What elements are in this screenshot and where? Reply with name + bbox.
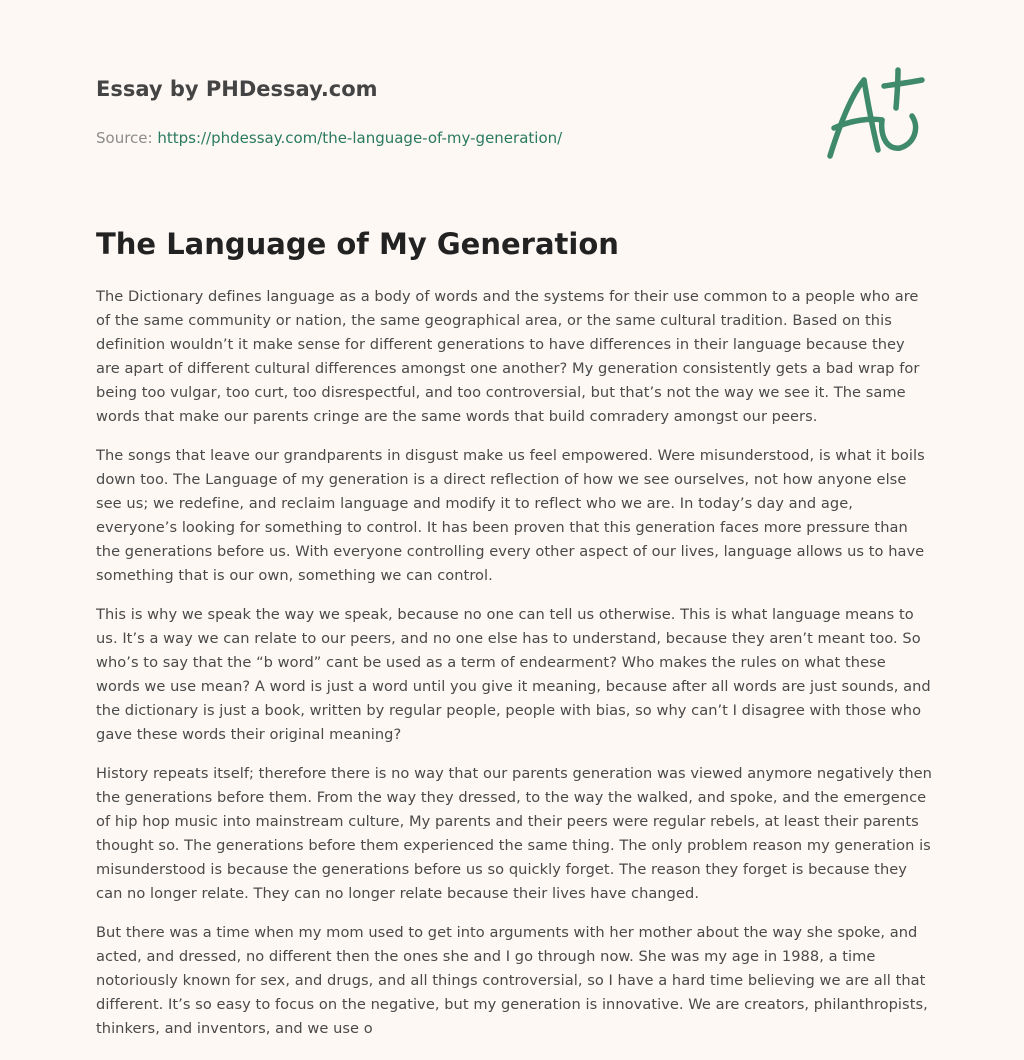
essay-paragraph: This is why we speak the way we speak, because no one can tell us otherwise. This is what language means to us. It’s a way we can relate to our peers, and no one else has to understand, because they aren’t meant too. So who’s to say that the “b word” cant be used as a term of endearment? Who makes the rules on what these words we use mean? A word is just a word until you give it meaning, because after all words are just sounds, and the dictionary is just a book, written by regular people, people with bias, so why can’t I disagree with those who gave these words their original meaning?	[96, 606, 931, 743]
essay-paragraph: History repeats itself; therefore there is no way that our parents generation was viewed anymore negatively then the generations before them. From the way they dressed, to the way the walked, and spoke, and the emergence of hip hop music into mainstream culture, My parents and their peers were regular rebels, at least their parents thought so. The generations before them experienced the same thing. The only problem reason my generation is misunderstood is because the generations before us so quickly forget. The reason they forget is because they can no longer relate. They can no longer relate because their lives have changed.	[96, 765, 932, 902]
essay-body	[96, 285, 932, 1056]
essay-paragraph: But there was a time when my mom used to get into arguments with her mother about the way she spoke, and acted, and dressed, no different then the ones she and I go through now. She was my age in 1988, a time notoriously known for sex, and drugs, and all things controversial, so I have a hard time believing we are all that different. It’s so easy to focus on the negative, but my generation is innovative. We are creators, philanthropists, thinkers, and inventors, and we use o	[96, 924, 928, 1037]
essay-header	[96, 74, 928, 194]
a-plus-logo-icon	[818, 64, 928, 164]
brand-title: Essay by PHDessay.com	[96, 77, 378, 101]
source-label: Source:	[96, 129, 158, 147]
source-link[interactable]: https://phdessay.com/the-language-of-my-generation/	[157, 129, 563, 147]
essay-paragraph: The Dictionary defines language as a body of words and the systems for their use common to a people who are of the same community or nation, the same geographical area, or the same cultural tradition. Based on this definition wouldn’t it make sense for different generations to have differences in their language because they are apart of different cultural differences amongst one another? My generation consistently gets a bad wrap for being too vulgar, too curt, too disrespectful, and too controversial, but that’s not the way we see it. The same words that make our parents cringe are the same words that build comradery amongst our peers.	[96, 288, 920, 425]
essay-title: The Language of My Generation	[96, 227, 619, 261]
source-line	[96, 128, 928, 148]
essay-paragraph: The songs that leave our grandparents in disgust make us feel empowered. Were misunderstood, is what it boils down too. The Language of my generation is a direct reflection of how we see ourselves, not how anyone else see us; we redefine, and reclaim language and modify it to reflect who we are. In today’s day and age, everyone’s looking for something to control. It has been proven that this generation faces more pressure than the generations before us. With everyone controlling every other aspect of our lives, language allows us to have something that is our own, something we can control.	[96, 447, 925, 584]
